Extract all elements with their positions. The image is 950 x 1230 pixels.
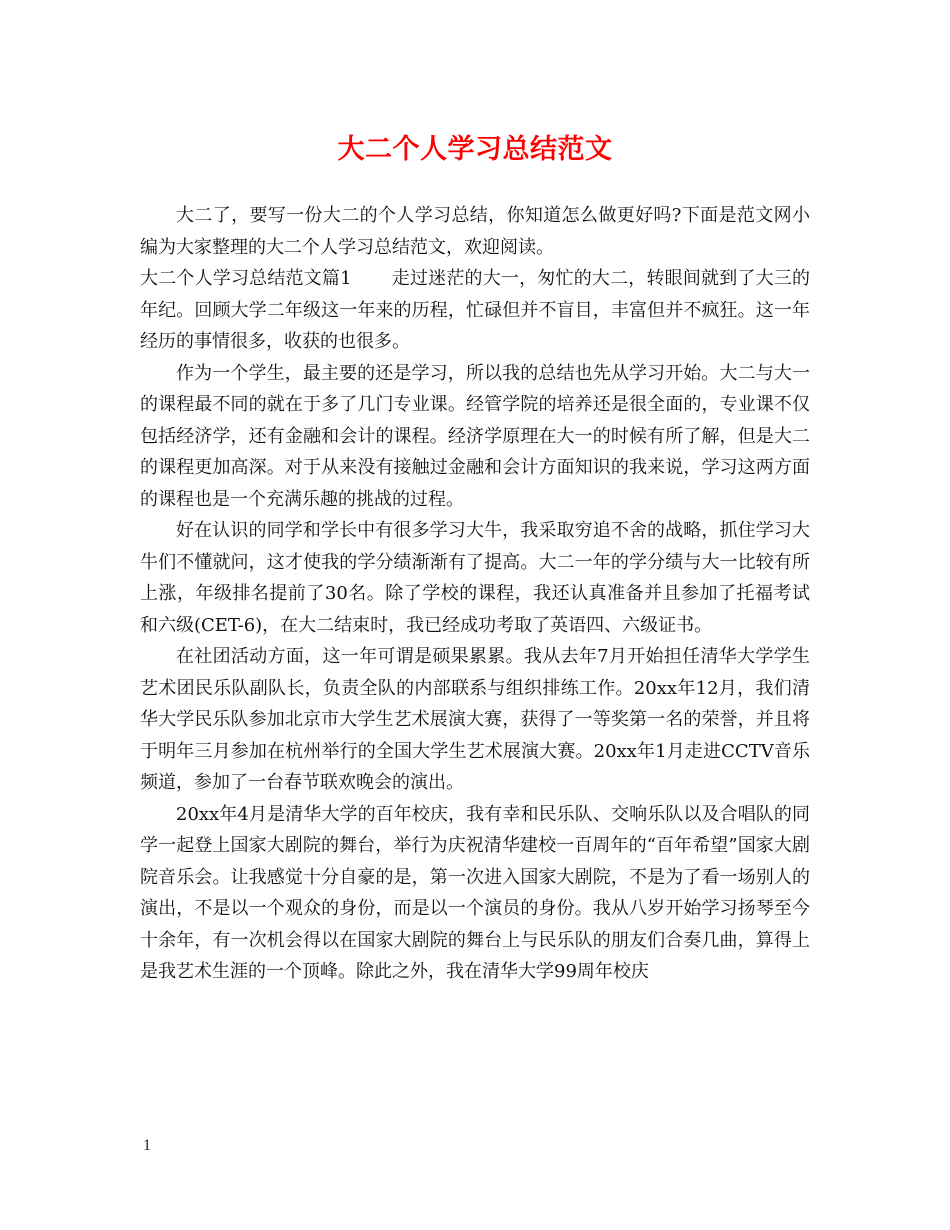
section-lead: 走过迷茫的大一，匆忙的大二，转眼间就到了大三的年纪。回顾大学二年级这一年来的历程，忙碌但并不盲目，丰富但并不疯狂。这一年经历的事情很多，收获的也很多。 [140,268,811,352]
section-heading: 大二个人学习总结范文篇1 [140,268,352,289]
document-body [140,200,810,988]
body-paragraph-study: 作为一个学生，最主要的还是学习，所以我的总结也先从学习开始。大二与大一的课程最不同的就在于多了几门专业课。经管学院的培养还是很全面的，专业课不仅包括经济学，还有金融和会计的课程。经济学原理在大一的时候有所了解，但是大二的课程更加高深。对于从来没有接触过金融和会计方面知识的我来说，学习这两方面的课程也是一个充满乐趣的挑战的过程。 [140,362,810,510]
document-title: 大二个人学习总结范文 [337,134,613,165]
intro-paragraph: 大二了，要写一份大二的个人学习总结，你知道怎么做更好吗?下面是范文网小编为大家整理的大二个人学习总结范文，欢迎阅读。 [140,205,810,258]
body-paragraph-anniversary: 20xx年4月是清华大学的百年校庆，我有幸和民乐队、交响乐队以及合唱队的同学一起登上国家大剧院的舞台，举行为庆祝清华建校一百周年的“百年希望”国家大剧院音乐会。让我感觉十分自豪的是，第一次进入国家大剧院，不是为了看一场别人的演出，不是以一个观众的身份，而是以一个演员的身份。我从八岁开始学习扬琴至今十余年，有一次机会得以在国家大剧院的舞台上与民乐队的朋友们合奏几曲，算得上是我艺术生涯的一个顶峰。除此之外，我在清华大学99周年校庆 [140,803,810,982]
body-paragraph-progress: 好在认识的同学和学长中有很多学习大牛，我采取穷追不舍的战略，抓住学习大牛们不懂就问，这才使我的学分绩渐渐有了提高。大二一年的学分绩与大一比较有所上涨，年级排名提前了30名。除了学校的课程，我还认真准备并且参加了托福考试和六级(CET-6)，在大二结束时，我已经成功考取了英语四、六级证书。 [140,520,810,636]
section-paragraph [140,263,810,358]
page-number: 1 [143,1137,151,1154]
body-paragraph-club: 在社团活动方面，这一年可谓是硕果累累。我从去年7月开始担任清华大学学生艺术团民乐队副队长，负责全队的内部联系与组织排练工作。20xx年12月，我们清华大学民乐队参加北京市大学生艺术展演大赛，获得了一等奖第一名的荣誉，并且将于明年三月参加在杭州举行的全国大学生艺术展演大赛。20xx年1月走进CCTV音乐频道，参加了一台春节联欢晚会的演出。 [140,646,810,793]
